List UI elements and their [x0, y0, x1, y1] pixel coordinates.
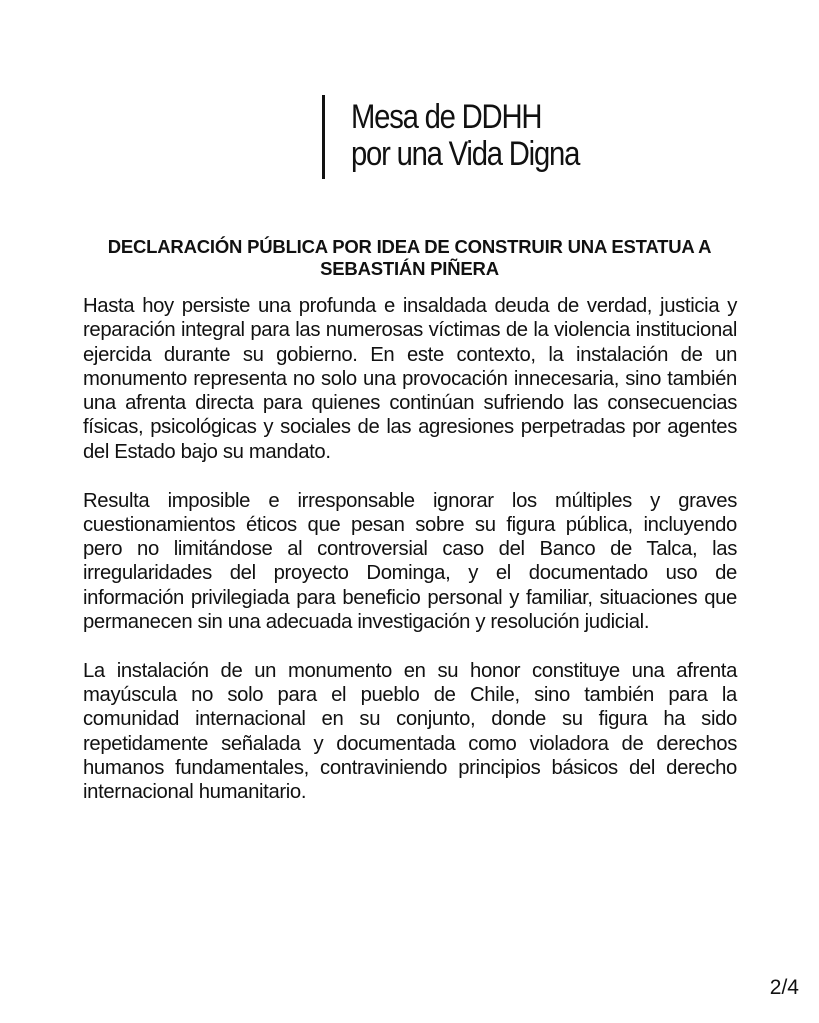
logo-divider — [322, 95, 325, 179]
declaration-title: DECLARACIÓN PÚBLICA POR IDEA DE CONSTRUIR UNA ESTATUA A SEBASTIÁN PIÑERA — [107, 236, 712, 280]
page-indicator: 2/4 — [769, 976, 799, 999]
logo-line-1: Mesa de DDHH — [351, 98, 542, 136]
organization-logo — [322, 95, 616, 179]
logo-text — [351, 95, 579, 179]
logo-line-2: por una Vida Digna — [351, 135, 580, 173]
declaration-body — [83, 294, 737, 829]
paragraph-3: La instalación de un monumento en su honor constituye una afrenta mayúscula no solo para el pueblo de Chile, sino también para la comunidad internacional en su conjunto, donde su figura ha sido repetidamente señalada y documentada como violadora de derechos humanos fundamentales, contraviniendo principios básicos del derecho internacional humanitario. — [83, 659, 737, 804]
paragraph-1: Hasta hoy persiste una profunda e insaldada deuda de verdad, justicia y reparación integral para las numerosas víctimas de la violencia institucional ejercida durante su gobierno. En este contexto, la instalación de un monumento representa no solo una provocación innecesaria, sino también una afrenta directa para quienes continúan sufriendo las consecuencias físicas, psicológicas y sociales de las agresiones perpetradas por agentes del Estado bajo su mandato. — [83, 295, 737, 463]
paragraph-2: Resulta imposible e irresponsable ignorar los múltiples y graves cuestionamientos éticos que pesan sobre su figura pública, incluyendo pero no limitándose al controversial caso del Banco de Talca, las irregularidades del proyecto Dominga, y el documentado uso de información privilegiada para beneficio personal y familiar, situaciones que permanecen sin una adecuada investigación y resolución judicial. — [83, 489, 737, 634]
